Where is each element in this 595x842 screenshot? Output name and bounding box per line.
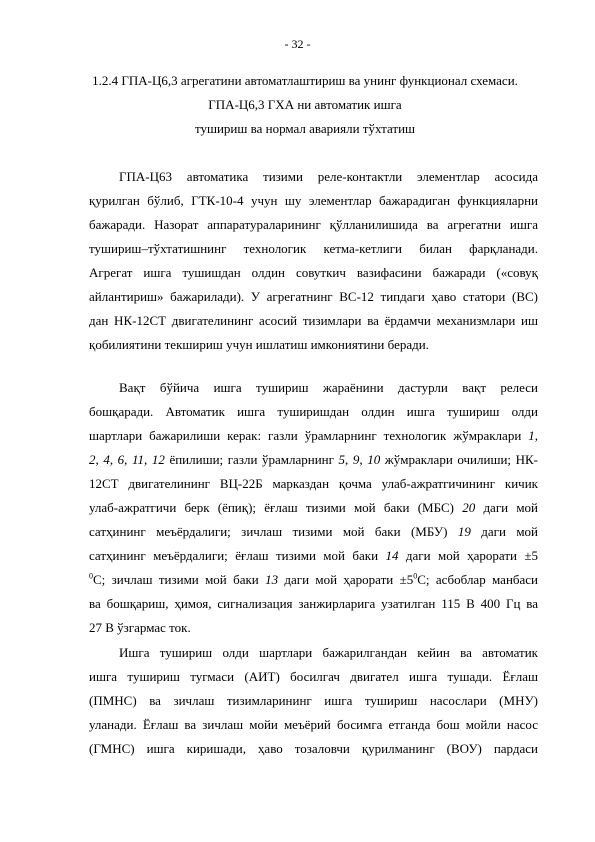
- paragraph-line: сатҳининг меъёрдалиги; зичлаш тизими мой баки (МБУ) 19 даги мой: [89, 524, 538, 539]
- paragraph-line: (ПМНС) ва зичлаш тизимларининг ишга тушириш насослари (МНУ): [89, 693, 538, 708]
- paragraph-line: уланади. Ёғлаш ва зичлаш мойи меъёрий босимга етганда бош мойли насос: [89, 717, 538, 732]
- paragraph-line: қобилиятини текшириш учун ишлатиш имкониятини беради.: [89, 337, 429, 352]
- paragraph-line: $^0$С; зичлаш тизими мой баки 13 даги мой ҳарорати $\pm 5^0С$; асбоблар манбаси: [89, 571, 538, 587]
- paragraph-line: (ГМНС) ишга киришади, ҳаво тозаловчи қурилманинг (ВОУ) пардаси: [89, 741, 538, 756]
- paragraph-line: 12СТ двигателининг ВЦ-22Б марказдан қочма улаб-ажратгичининг кичик: [89, 476, 538, 491]
- heading-line-1: 1.2.4 ГПА-Ц6,3 агрегатини автоматлаштириш ва унинг функционал схемаси.: [92, 73, 518, 88]
- paragraph-line: тушириш–тўхтатишнинг технологик кетма-кетлиги билан фарқланади.: [89, 241, 538, 256]
- paragraph-line: бажаради. Назорат аппаратураларининг қўлланилишида ва агрегатни ишга: [89, 217, 538, 232]
- heading-line-3: тушириш ва нормал аварияли тўхтатиш: [194, 121, 416, 136]
- paragraph-line: 27 В ўзгармас ток.: [89, 620, 191, 635]
- paragraph-line: ва бошқариш, ҳимоя, сигнализация занжирларига узатилган 115 В 400 Гц ва: [89, 596, 538, 611]
- paragraph-1: [89, 165, 538, 357]
- paragraph-line: қурилган бўлиб, ГТК-10-4 учун шу элементлар бажарадиган функцияларни: [89, 193, 538, 208]
- paragraph-line: шартлари бажарилиши керак: газли ўрамларнинг технологик жўмраклари 1,: [89, 428, 538, 443]
- paragraph-line: сатҳининг меъёрдалиги; ёғлаш тизими мой баки 14 даги мой ҳарорати ±5: [89, 548, 538, 563]
- paragraph-2: [89, 376, 538, 640]
- paragraph-3: [89, 641, 538, 761]
- paragraph-line: 2, 4, 6, 11, 12 ёпилиши; газли ўрамларнинг 5, 9, 10 жўмраклари очилиши; НК-: [89, 452, 538, 467]
- page-number: - 32 -: [284, 37, 311, 51]
- paragraph-line: дан НК-12СТ двигателининг асосий тизимлари ва ёрдамчи механизмлари иш: [89, 313, 538, 328]
- paragraph-line: улаб-ажратгичи берк (ёпиқ); ёғлаш тизими мой баки (МБС) 20 даги мой: [89, 500, 538, 515]
- heading-line-2: ГПА-Ц6,3 ГХА ни автоматик ишга: [208, 97, 402, 112]
- paragraph-line: Ишга тушириш олди шартлари бажарилгандан кейин ва автоматик: [119, 645, 538, 660]
- paragraph-line: Агрегат ишга тушишдан олдин совуткич вазифасини бажаради («совуқ: [89, 265, 538, 280]
- paragraph-line: айлантириш» бажарилади). У агрегатнинг ВС-12 типдаги ҳаво статори (ВС): [89, 289, 538, 304]
- paragraph-line: ишга тушириш тугмаси (АИТ) босилгач двигател ишга тушади. Ёғлаш: [89, 669, 538, 684]
- section-heading: [80, 69, 530, 141]
- paragraph-line: ГПА-Ц63 автоматика тизими реле-контактли элементлар асосида: [119, 169, 538, 184]
- paragraph-line: бошқаради. Автоматик ишга туширишдан олдин ишга тушириш олди: [89, 404, 538, 419]
- paragraph-line: Вақт бўйича ишга тушириш жараёнини дастурли вақт релеси: [119, 380, 538, 395]
